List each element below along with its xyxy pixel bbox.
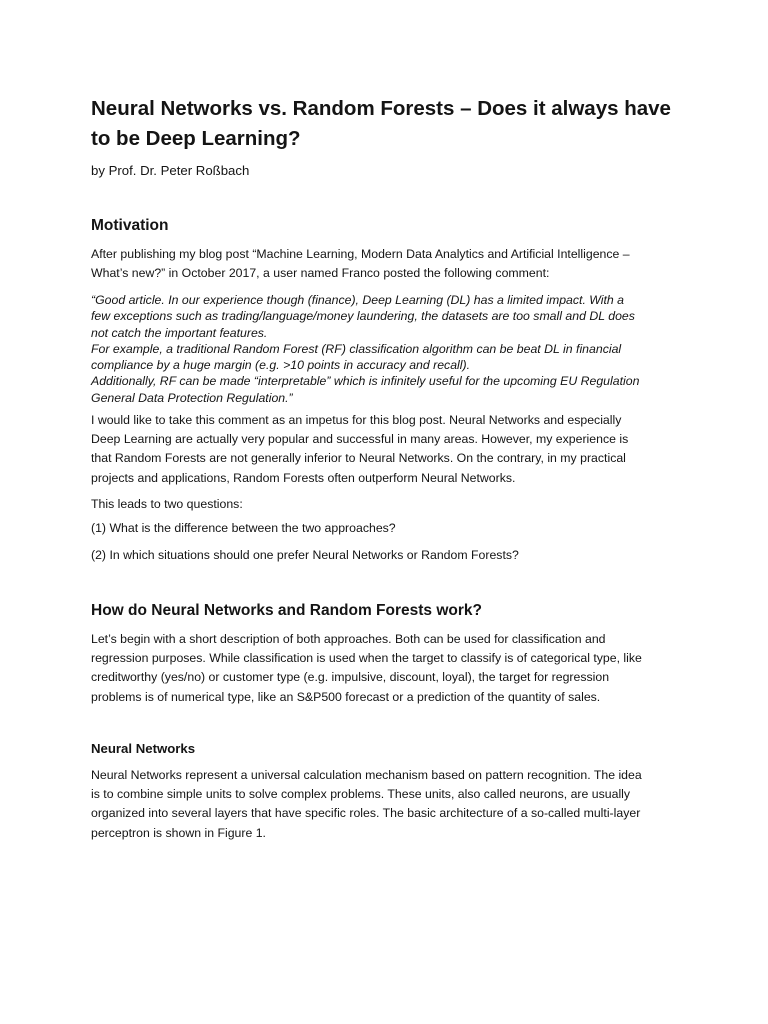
question-1: (1) What is the difference between the two approaches? — [91, 521, 396, 535]
quote-line: few exceptions such as trading/language/money laundering, the datasets are too small and DL does — [91, 309, 635, 324]
text-line: Neural Networks represent a universal calculation mechanism based on pattern recognition. The idea — [91, 768, 642, 782]
author-byline: by Prof. Dr. Peter Roßbach — [91, 163, 250, 178]
text-line: regression purposes. While classification is used when the target to classify is of categorical type, like — [91, 651, 642, 666]
title-line: Neural Networks vs. Random Forests – Does it always have — [91, 97, 671, 120]
quote-line: For example, a traditional Random Forest (RF) classification algorithm can be beat DL in financial — [91, 341, 622, 356]
motivation-body — [91, 411, 681, 488]
text-line: Let’s begin with a short description of both approaches. Both can be used for classification and — [91, 632, 606, 646]
text-line: perceptron is shown in Figure 1. — [91, 825, 266, 840]
quote-line: compliance by a huge margin (e.g. >10 points in accuracy and recall). — [91, 358, 471, 373]
question-2: (2) In which situations should one prefer Neural Networks or Random Forests? — [91, 548, 519, 562]
text-line: projects and applications, Random Forests often outperform Neural Networks. — [91, 470, 516, 485]
quote-line: “Good article. In our experience though (finance), Deep Learning (DL) has a limited impact. With a — [91, 293, 625, 307]
neural-networks-body — [91, 766, 681, 843]
quote-line: not catch the important features. — [91, 325, 268, 340]
quote-line: Additionally, RF can be made “interpretable” which is infinitely useful for the upcoming EU Regulation — [91, 374, 640, 389]
neural-networks-heading: Neural Networks — [91, 741, 196, 756]
quote-line: General Data Protection Regulation.” — [91, 390, 293, 405]
text-line: organized into several layers that have specific roles. The basic architecture of a so-called multi-layer — [91, 806, 641, 821]
title-line: to be Deep Learning? — [91, 127, 301, 150]
leads-text: This leads to two questions: — [91, 497, 243, 511]
text-line: problems is of numerical type, like an S&P500 forecast or a prediction of the quantity of sales. — [91, 689, 601, 704]
motivation-intro — [91, 245, 681, 283]
text-line: What’s new?” in October 2017, a user named Franco posted the following comment: — [91, 266, 550, 281]
motivation-heading: Motivation — [91, 217, 169, 234]
how-heading: How do Neural Networks and Random Forests work? — [91, 602, 483, 619]
document-title — [91, 94, 691, 154]
text-line: creditworthy (yes/no) or customer type (e.g. impulsive, discount, loyal), the target for regression — [91, 670, 610, 685]
text-line: Deep Learning are actually very popular and successful in many areas. However, my experience is — [91, 432, 629, 447]
text-line: I would like to take this comment as an impetus for this blog post. Neural Networks and especially — [91, 413, 622, 427]
quoted-comment — [91, 292, 681, 406]
text-line: After publishing my blog post “Machine Learning, Modern Data Analytics and Artificial Intelligence – — [91, 247, 630, 261]
text-line: that Random Forests are not generally inferior to Neural Networks. On the contrary, in my practical — [91, 451, 626, 466]
text-line: is to combine simple units to solve complex problems. These units, also called neurons, are usually — [91, 787, 631, 802]
how-body — [91, 630, 681, 707]
